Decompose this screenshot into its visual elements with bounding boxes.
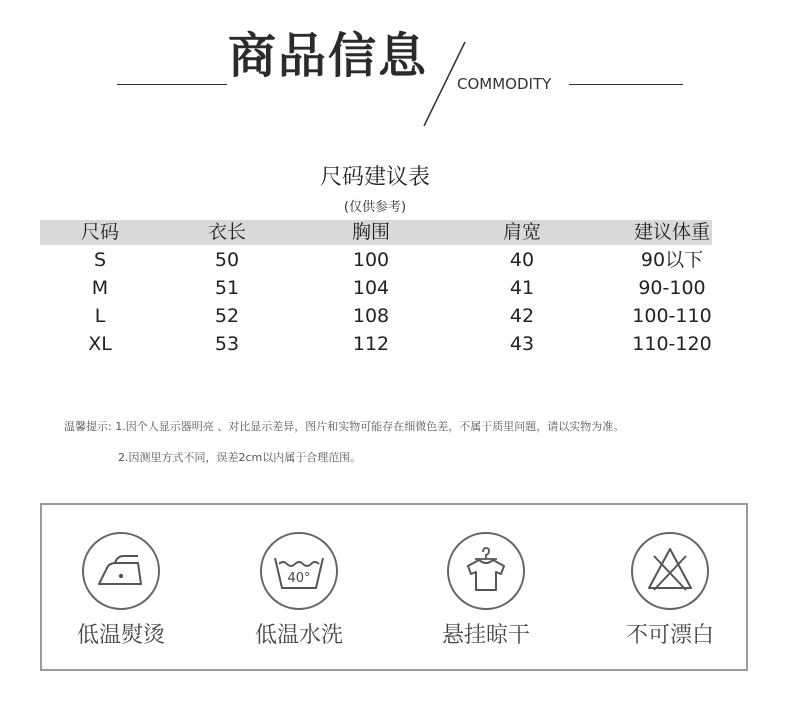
table-cell: XL	[88, 333, 112, 355]
header-cell-chest: 胸围	[351, 221, 390, 243]
header-left-rule	[117, 84, 227, 85]
header-cell-size: 尺码	[80, 221, 119, 243]
care-label-iron: 低温熨烫	[76, 623, 165, 648]
hang-dry-icon	[445, 530, 527, 612]
care-item-hang-dry	[406, 530, 566, 612]
low-iron-icon	[80, 530, 162, 612]
care-item-no-bleach	[590, 530, 750, 612]
header-cell-shoulder: 肩宽	[502, 221, 541, 243]
table-cell: 51	[214, 277, 240, 299]
page-subtitle-english: COMMODITY	[457, 75, 552, 93]
table-cell: 112	[352, 333, 390, 355]
wash-40-icon	[258, 530, 340, 612]
table-cell: 43	[509, 333, 535, 355]
table-cell: 90以下	[640, 249, 704, 271]
note-line-1: 温馨提示: 1.因个人显示器明亮 、对比显示差异，图片和实物可能存在细微色差，不属于质里问题，请以实物为准。	[64, 420, 625, 433]
header-right-rule	[569, 84, 683, 85]
table-cell: 100-110	[632, 305, 712, 327]
care-item-iron	[41, 530, 201, 612]
table-cell: L	[94, 305, 106, 327]
no-bleach-icon	[629, 530, 711, 612]
header-cell-length: 衣长	[207, 221, 246, 243]
header-cell-weight: 建议体重	[633, 221, 710, 243]
table-cell: 110-120	[632, 333, 712, 355]
size-table-title: 尺码建议表	[319, 165, 430, 190]
size-table-subtitle: (仅供参考)	[343, 200, 407, 215]
table-cell: 100	[352, 249, 390, 271]
table-cell: 40	[509, 249, 535, 271]
table-cell: 90-100	[638, 277, 706, 299]
care-label-no-bleach: 不可漂白	[625, 623, 714, 648]
care-label-hang-dry: 悬挂晾干	[441, 623, 530, 648]
table-cell: M	[91, 277, 109, 299]
table-cell: 42	[509, 305, 535, 327]
note-line-2: 2.因测里方式不同，误差2cm以内属于合理范围。	[118, 451, 362, 464]
care-item-wash	[219, 530, 379, 612]
wash-temperature-label: 40°	[287, 571, 311, 586]
table-cell: 41	[509, 277, 535, 299]
care-label-wash: 低温水洗	[254, 623, 343, 648]
table-cell: S	[93, 249, 107, 271]
table-cell: 52	[214, 305, 240, 327]
page-title: 商品信息	[228, 28, 429, 84]
table-cell: 53	[214, 333, 240, 355]
table-cell: 104	[352, 277, 390, 299]
table-cell: 50	[214, 249, 240, 271]
table-cell: 108	[352, 305, 390, 327]
